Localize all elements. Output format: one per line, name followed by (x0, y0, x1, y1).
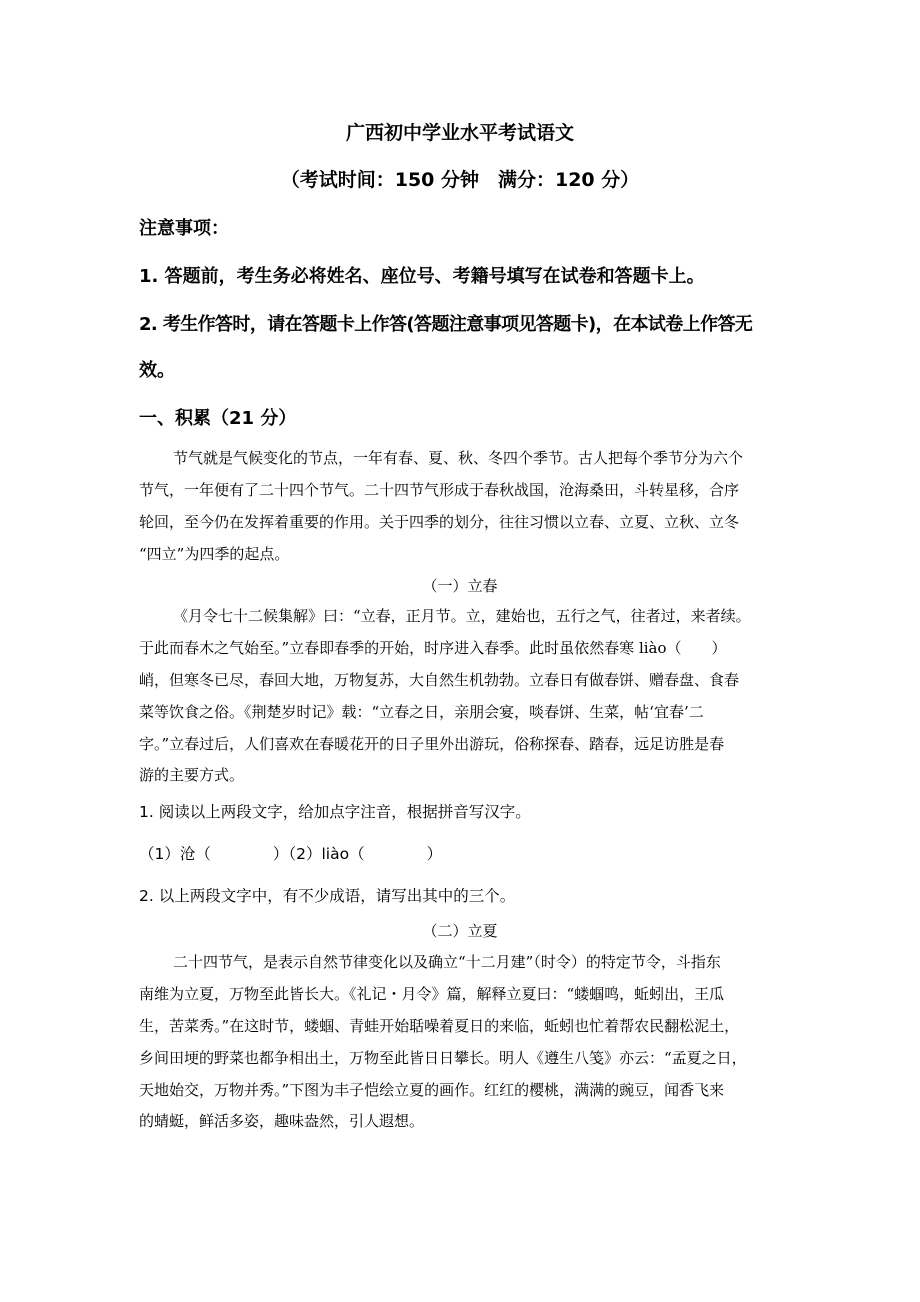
part2-title: （二）立夏 (422, 922, 498, 940)
notes-item-2-cont: 效。 (139, 360, 175, 381)
question-1: 1. 阅读以上两段文字，给加点字注音，根据拼音写汉字。 (139, 803, 531, 821)
notes-heading: 注意事项： (139, 218, 229, 239)
part2-line: 的蜻蜓，鲜活多姿，趣味盎然，引人遐想。 (139, 1112, 425, 1130)
part2-line: 南维为立夏，万物至此皆长大。《礼记・月令》篇，解释立夏曰：“蝼蝈鸣，蚯蚓出，王瓜 (139, 985, 725, 1003)
part2-line: 乡间田埂的野菜也都争相出土，万物至此皆日日攀长。明人《遵生八笺》亦云：“孟夏之日， (139, 1049, 747, 1067)
intro-line: 节气，一年便有了二十四个节气。二十四节气形成于春秋战国，沧海桑田，斗转星移，合序 (139, 481, 740, 499)
notes-item-1: 1. 答题前，考生务必将姓名、座位号、考籍号填写在试卷和答题卡上。 (139, 266, 705, 287)
intro-line: 节气就是气候变化的节点，一年有春、夏、秋、冬四个季节。古人把每个季节分为六个 (173, 449, 744, 467)
exam-title: 广西初中学业水平考试语文 (345, 122, 574, 144)
question-2: 2. 以上两段文字中，有不少成语，请写出其中的三个。 (139, 887, 516, 905)
exam-subtitle: （考试时间：150 分钟 满分：120 分） (280, 169, 640, 191)
question-1-blanks: （1）沧（ ）（2）liào（ ） (139, 845, 443, 863)
intro-line: “四立”为四季的起点。 (139, 545, 290, 563)
part2-line: 二十四节气，是表示自然节律变化以及确立“十二月建”（时令）的特定节令，斗指东 (173, 953, 721, 971)
part1-line: 《月令七十二候集解》曰：“立春，正月节。立，建始也，五行之气，往者过，来者续。 (173, 607, 751, 625)
section-heading: 一、积累（21 分） (139, 408, 297, 429)
part1-line: 峭，但寒冬已尽，春回大地，万物复苏，大自然生机勃勃。立春日有做春饼、赠春盘、食春 (139, 671, 740, 689)
notes-item-2: 2. 考生作答时，请在答题卡上作答(答题注意事项见答题卡)，在本试卷上作答无 (139, 314, 753, 335)
part1-title: （一）立春 (422, 577, 498, 595)
part2-line: 天地始交，万物并秀。”下图为丰子恺绘立夏的画作。红红的樱桃，满满的豌豆，闻香飞来 (139, 1081, 725, 1099)
part1-line: 菜等饮食之俗。《荆楚岁时记》载：“立春之日，亲朋会宴，啖春饼、生菜，帖‘宜春’二 (139, 703, 704, 721)
part1-line: 字。”立春过后，人们喜欢在春暖花开的日子里外出游玩，俗称探春、踏春，远足访胜是春 (139, 735, 725, 753)
part1-line: 游的主要方式。 (139, 766, 245, 784)
intro-line: 轮回，至今仍在发挥着重要的作用。关于四季的划分，往往习惯以立春、立夏、立秋、立冬 (139, 513, 740, 531)
part1-line: 于此而春木之气始至。”立春即春季的开始，时序进入春季。此时虽依然春寒 liào（ ） (139, 639, 727, 657)
part2-line: 生，苦菜秀。”在这时节，蝼蝈、青蛙开始聒噪着夏日的来临，蚯蚓也忙着帮农民翻松泥土， (139, 1017, 740, 1035)
